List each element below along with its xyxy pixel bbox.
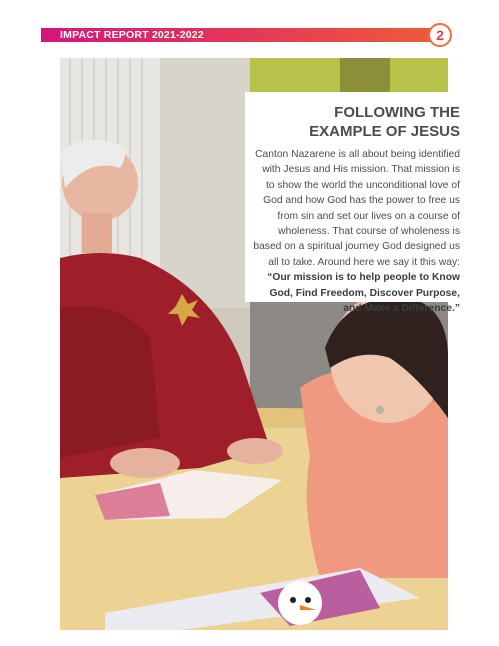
article-title [251, 103, 460, 141]
article-body-text: Canton Nazarene is all about being identified with Jesus and His mission. That mission is to show the world the unconditional love of God and how God has the power to free us from sin and set our lives on a course of wholeness. That course of wholeness is based on a spiritual journey God designed us all to take. Around here we say it this way: [253, 149, 460, 268]
article-mission-statement: “Our mission is to help people to Know God, Find Freedom, Discover Purpose, and Make a Difference.” [267, 272, 460, 315]
article-body [251, 147, 460, 316]
page-number-badge: 2 [428, 23, 452, 47]
report-title: IMPACT REPORT 2021-2022 [60, 29, 204, 41]
article-title-line-2: EXAMPLE OF JESUS [309, 123, 460, 140]
article-card [245, 92, 466, 315]
article-title-line-1: FOLLOWING THE [334, 104, 460, 121]
